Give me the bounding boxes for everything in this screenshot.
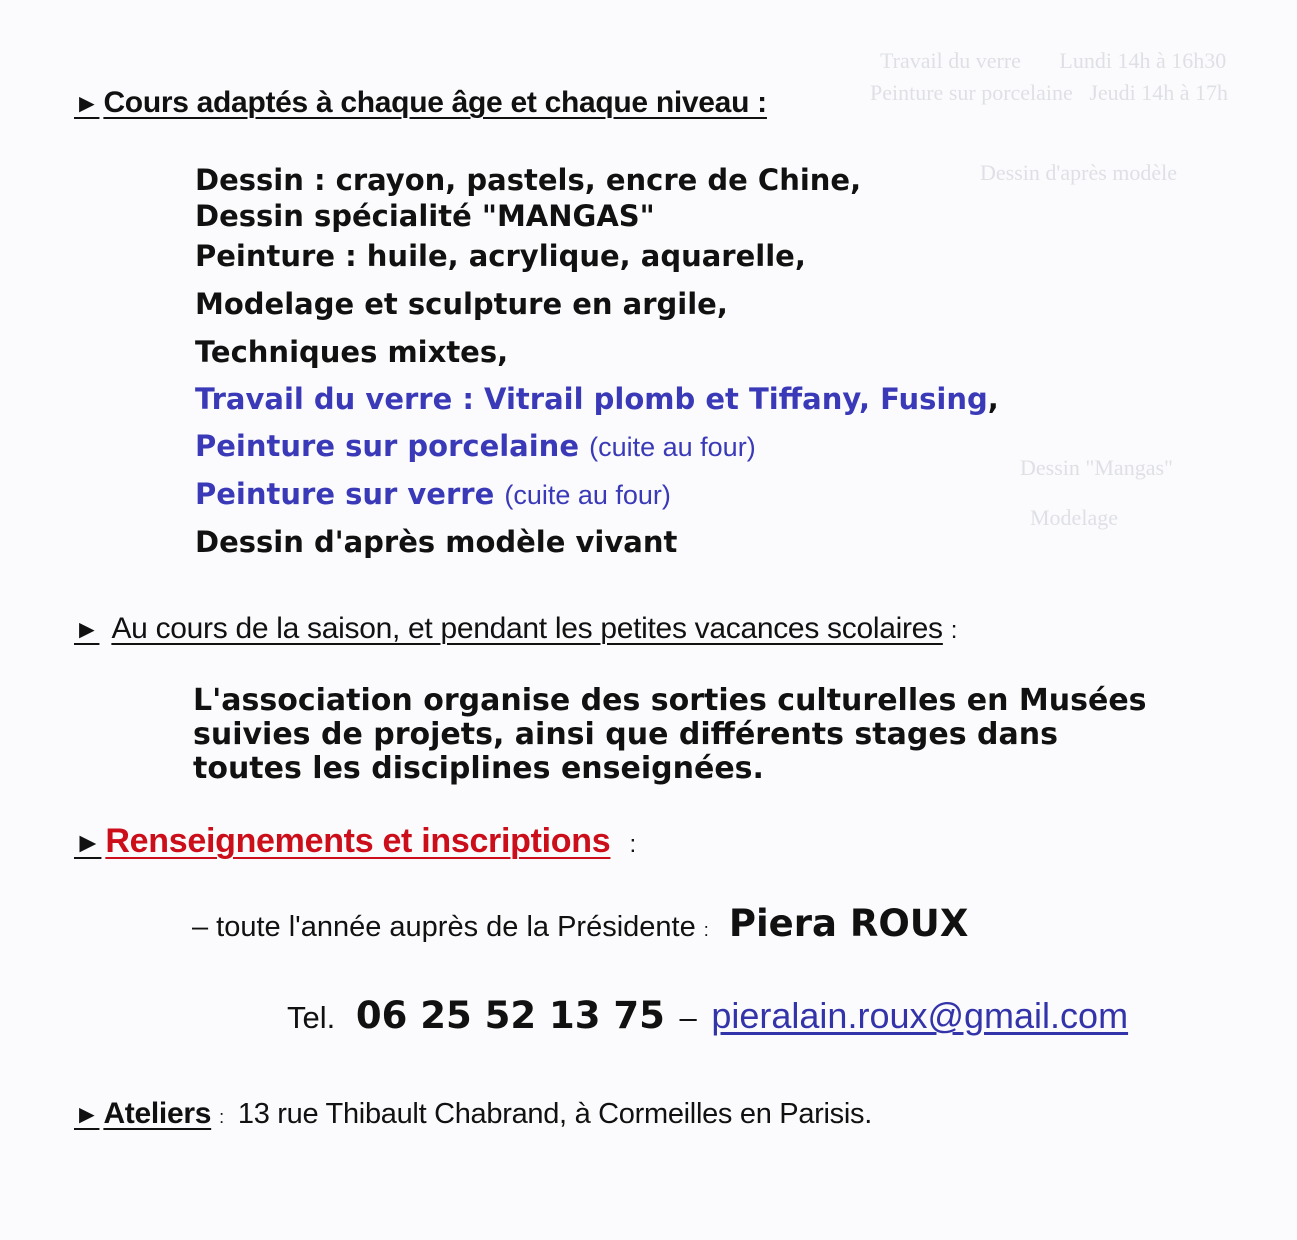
courses-title: Cours adaptés à chaque âge et chaque niveau : bbox=[103, 86, 767, 119]
list-item: Peinture sur verre (cuite au four) bbox=[195, 477, 671, 511]
bleed-through-text: Travail du verre Lundi 14h à 16h30 bbox=[880, 48, 1227, 73]
list-item: Dessin spécialité "MANGAS" bbox=[195, 199, 655, 233]
season-heading: ► Au cours de la saison, et pendant les petites vacances scolaires : bbox=[74, 612, 958, 645]
info-heading: ► Renseignements et inscriptions : bbox=[74, 822, 636, 860]
ateliers-address: 13 rue Thibault Chabrand, à Cormeilles en Parisis. bbox=[237, 1098, 872, 1130]
season-paragraph: L'association organise des sorties culturelles en Musées suivies de projets, ainsi que différents stages dans toutes les disciplines enseignées. bbox=[193, 683, 1147, 786]
ateliers-title: Ateliers bbox=[103, 1097, 212, 1130]
list-item: Modelage et sculpture en argile, bbox=[195, 287, 728, 321]
season-title: Au cours de la saison, et pendant les petites vacances scolaires bbox=[111, 612, 943, 645]
list-item: Peinture sur porcelaine (cuite au four) bbox=[195, 429, 756, 463]
arrow-right-icon: ► bbox=[74, 614, 100, 644]
contact-line: Tel. 06 25 52 13 75 – pieralain.roux@gmail.com bbox=[287, 994, 1129, 1037]
bleed-through-text: Dessin "Mangas" bbox=[1020, 455, 1174, 480]
arrow-right-icon: ► bbox=[74, 1099, 100, 1129]
bleed-through-text: Peinture sur porcelaine Jeudi 14h à 17h bbox=[870, 80, 1229, 105]
info-title: Renseignements et inscriptions bbox=[105, 822, 611, 860]
email-link[interactable]: pieralain.roux@gmail.com bbox=[711, 995, 1129, 1036]
list-item: Peinture : huile, acrylique, aquarelle, bbox=[195, 239, 806, 273]
courses-heading bbox=[74, 86, 767, 120]
list-item: Travail du verre : Vitrail plomb et Tiffany, Fusing, bbox=[195, 382, 999, 416]
president-line: – toute l'année auprès de la Présidente : Piera ROUX bbox=[192, 902, 969, 945]
phone-number: 06 25 52 13 75 bbox=[355, 994, 665, 1037]
arrow-right-icon: ► bbox=[74, 827, 102, 858]
bleed-through-text: Dessin d'après modèle bbox=[980, 160, 1178, 185]
list-item: Dessin : crayon, pastels, encre de Chine, bbox=[195, 163, 862, 197]
ateliers-heading: ► Ateliers : 13 rue Thibault Chabrand, à Cormeilles en Parisis. bbox=[74, 1097, 872, 1130]
list-item: Dessin d'après modèle vivant bbox=[195, 525, 678, 559]
arrow-right-icon: ► bbox=[74, 88, 100, 118]
list-item: Techniques mixtes, bbox=[195, 335, 509, 369]
bleed-through-text: Modelage bbox=[1030, 505, 1118, 530]
president-name: Piera ROUX bbox=[728, 902, 969, 945]
